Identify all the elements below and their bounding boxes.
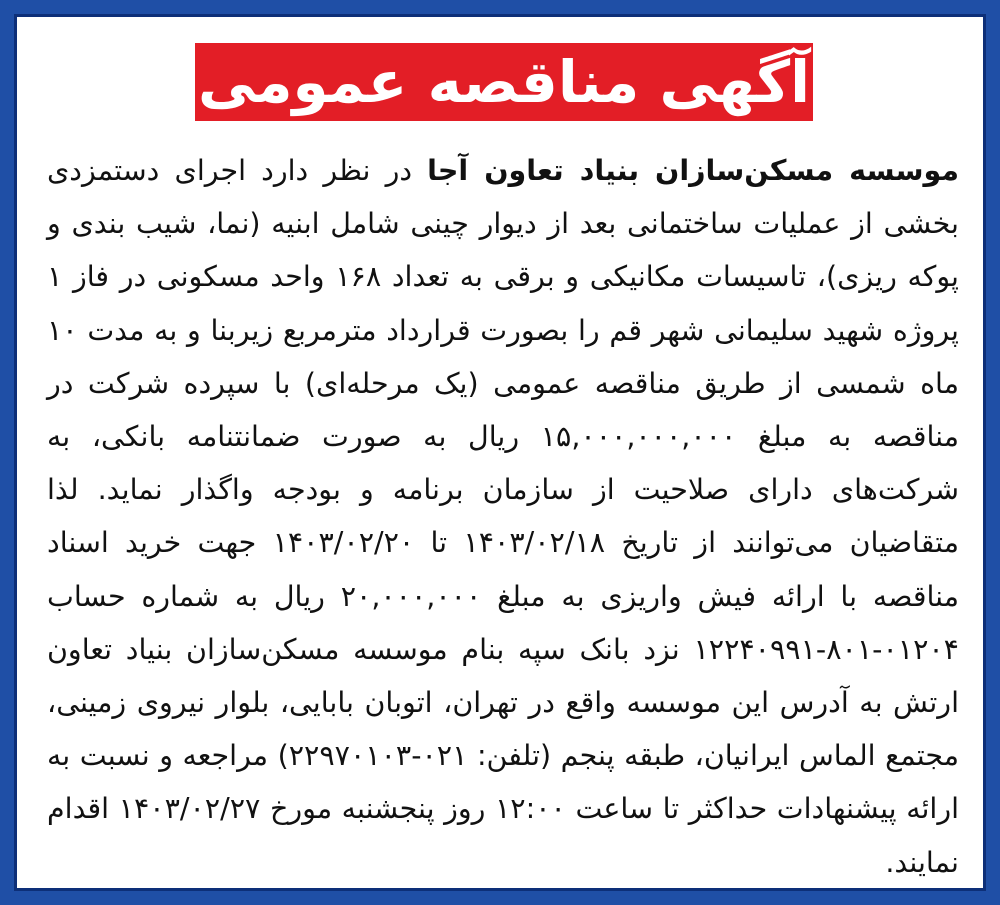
organization-name: موسسه مسکن‌سازان بنیاد تعاون آجا bbox=[427, 154, 959, 187]
notice-body-text: در نظر دارد اجرای دستمزدی بخشی از عملیات ساختمانی بعد از دیوار چینی شامل ابنیه (نما، شیب بندی و پوکه ریزی)، تاسیسات مکانیکی و برقی به تعداد ۱۶۸ واحد مسکونی در فاز ۱ پروژه شهید سلیمانی شهر قم را بصورت قرارداد مترمربع زیربنا و به مدت ۱۰ ماه شمسی از طریق مناقصه عمومی (یک مرحله‌ای) با سپرده شرکت در مناقصه به مبلغ ۱۵,۰۰۰,۰۰۰,۰۰۰ ریال به صورت ضمانتنامه بانکی، به شرکت‌های دارای صلاحیت از سازمان برنامه و بودجه واگذار نماید. لذا متقاضیان می‌توانند از تاریخ ۱۴۰۳/۰۲/۱۸ تا ۱۴۰۳/۰۲/۲۰ جهت خرید اسناد مناقصه با ارائه فیش واریزی به مبلغ ۲۰,۰۰۰,۰۰۰ ریال به شماره حساب ۰۱۲۰۴-۸۰۱-۱۲۲۴۰۹۹۱ نزد بانک سپه بنام موسسه مسکن‌سازان بنیاد تعاون ارتش به آدرس این موسسه واقع در تهران، اتوبان بابایی، بلوار نیروی زمینی، مجتمع الماس ایرانیان، طبقه پنجم (تلفن: ۰۲۱-۲۲۹۷۰۱۰۳) مراجعه و نسبت به ارائه پیشنهادات حداکثر تا ساعت ۱۲:۰۰ روز پنجشنبه مورخ ۱۴۰۳/۰۲/۲۷ اقدام نمایند. bbox=[47, 154, 960, 879]
notice-title: آگهی مناقصه عمومی bbox=[197, 48, 811, 116]
notice-body bbox=[47, 144, 959, 889]
notice-frame bbox=[14, 14, 986, 891]
title-banner bbox=[195, 43, 813, 121]
